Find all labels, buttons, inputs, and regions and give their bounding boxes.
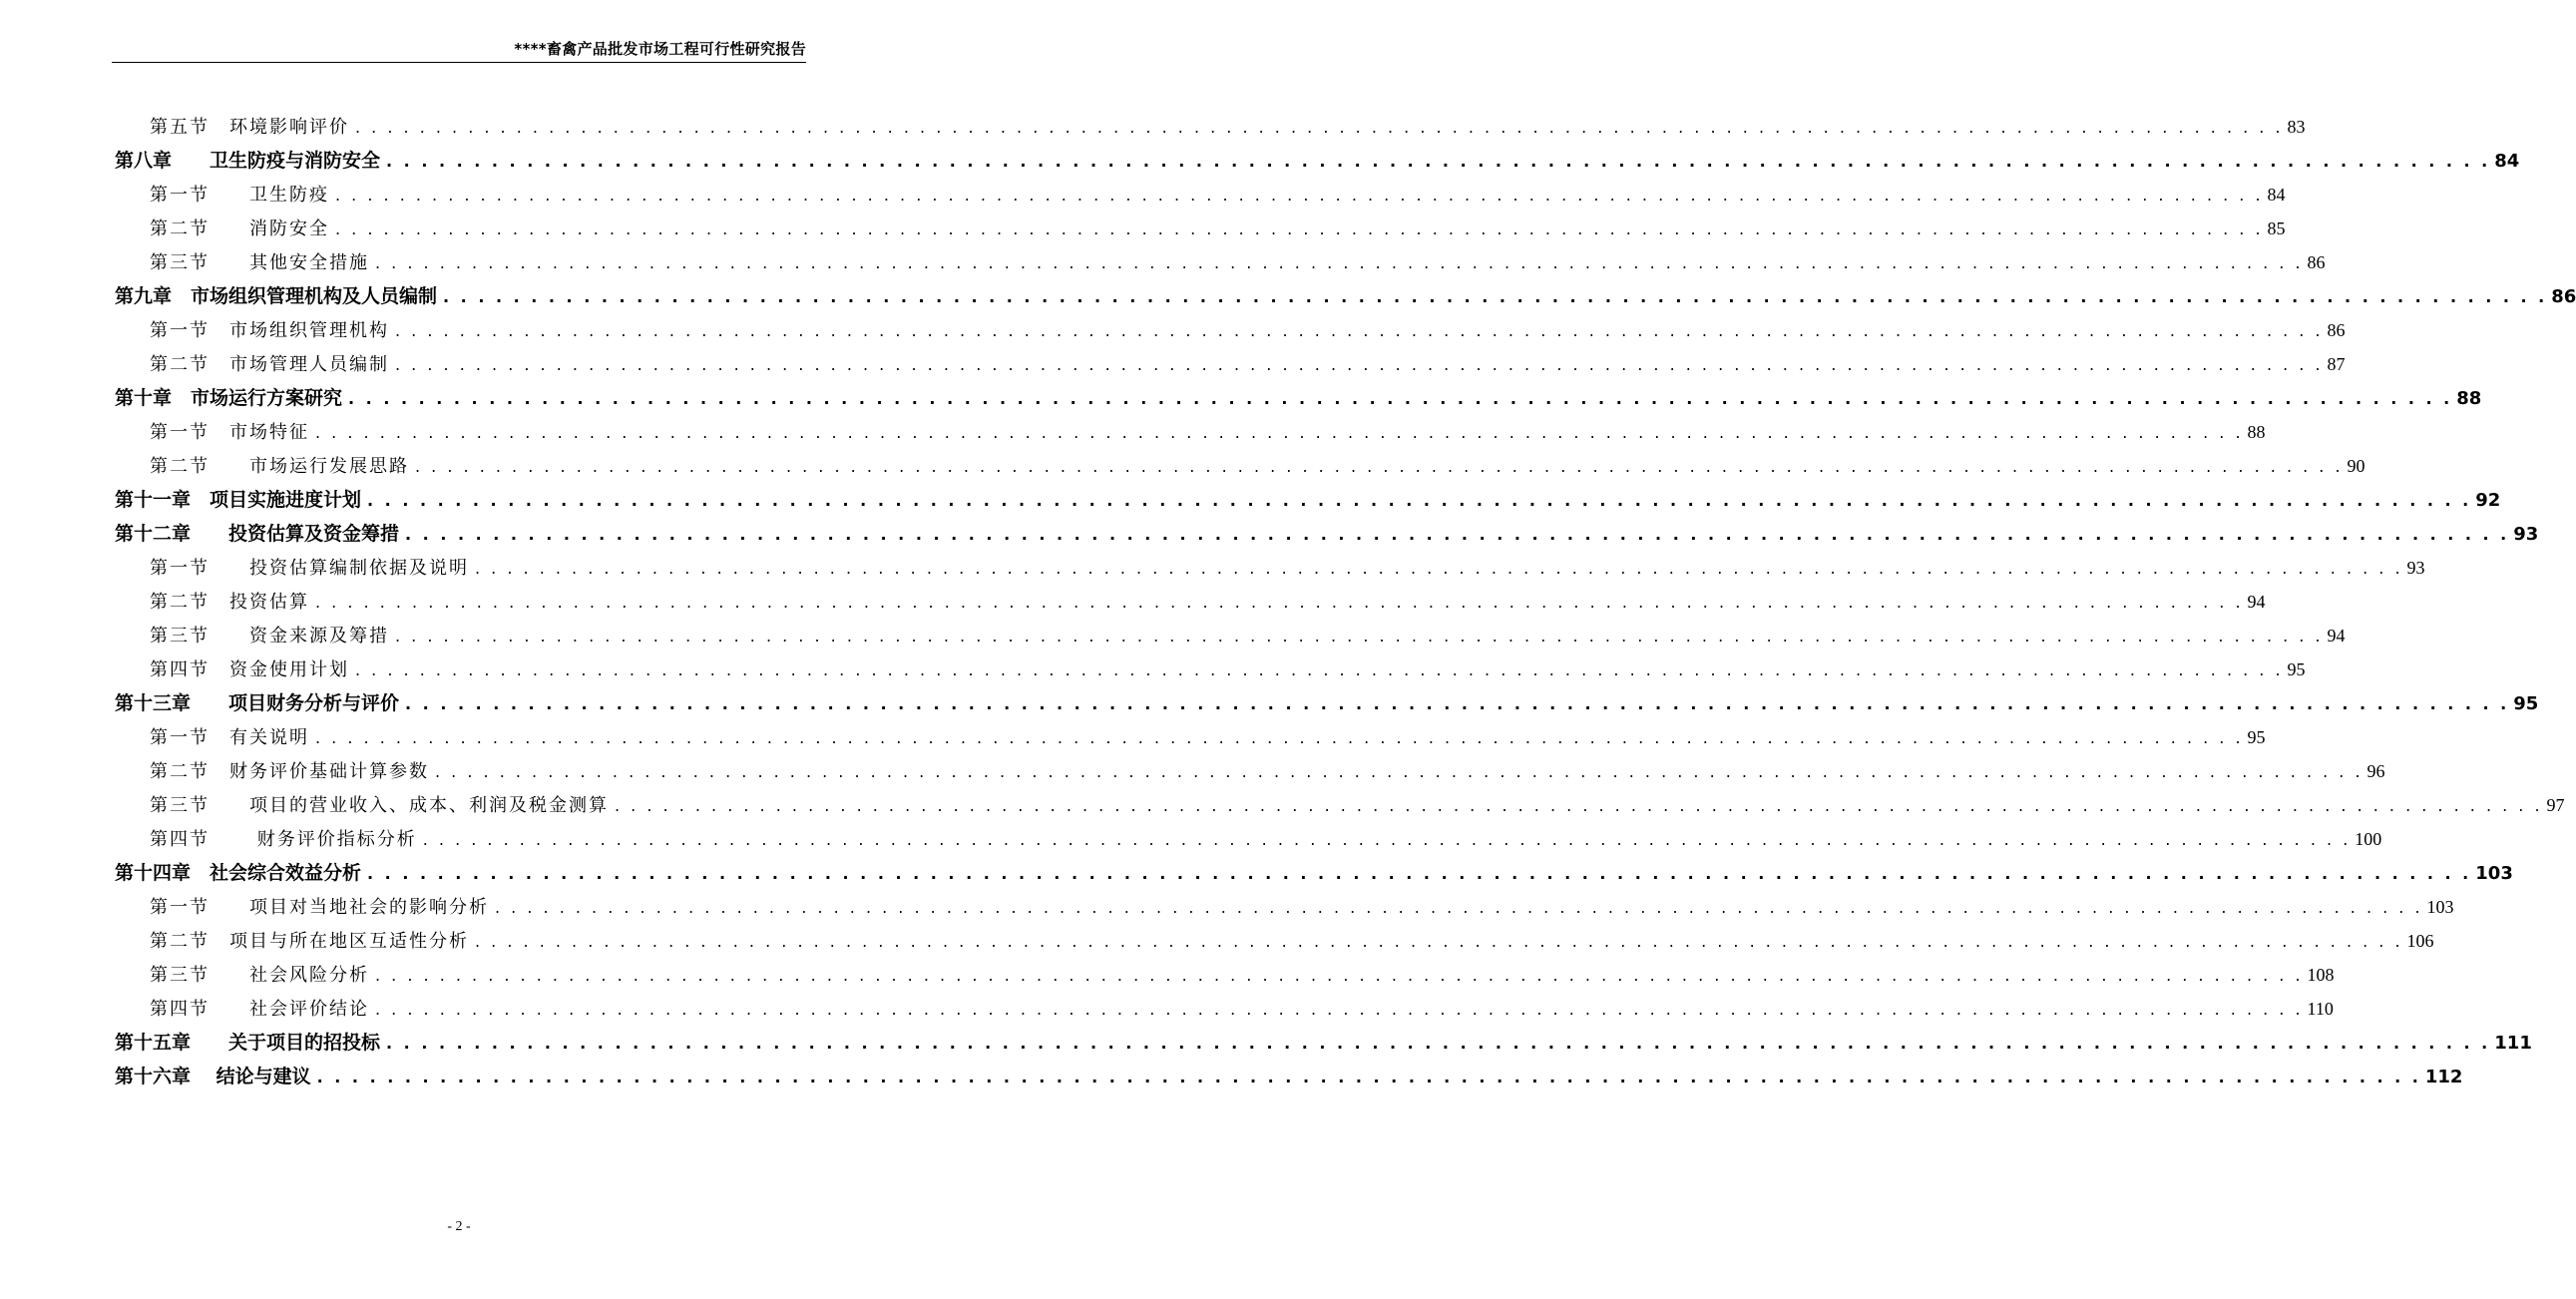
toc-dot-leader: . . . . . . . . . . . . . . . . . . . . . . . . . . . . . . . . . . . . . . . . . . . . . . . . . . . . . . . . . . . . . . . . . . . . . . . . . . . . . . . . . . . . . . . . . . . . . . . . . . . . . . . . . . . . . . . . . . . . . . . . bbox=[386, 1034, 2491, 1053]
toc-entry-title: 第九章 市场组织管理机构及人员编制 bbox=[115, 285, 438, 307]
toc-dot-leader: . . . . . . . . . . . . . . . . . . . . . . . . . . . . . . . . . . . . . . . . . . . . . . . . . . . . . . . . . . . . . . . . . . . . . . . . . . . . . . . . . . . . . . . . . . . . . . . . . . . . . . . . . . . . . . . . . . . . . . . . bbox=[475, 932, 2403, 951]
toc-entry-title: 第八章 卫生防疫与消防安全 bbox=[115, 150, 381, 172]
toc-section-entry[interactable] bbox=[150, 722, 2266, 752]
toc-entry-page: 103 bbox=[2426, 897, 2454, 917]
toc-chapter-entry[interactable] bbox=[115, 1062, 2463, 1091]
toc-entry-page: 93 bbox=[2406, 558, 2425, 578]
toc-entry-page: 95 bbox=[2247, 727, 2266, 747]
toc-entry-title: 第一节 项目对当地社会的影响分析 bbox=[150, 897, 489, 918]
toc-chapter-entry[interactable] bbox=[115, 281, 2576, 311]
toc-dot-leader: . . . . . . . . . . . . . . . . . . . . . . . . . . . . . . . . . . . . . . . . . . . . . . . . . . . . . . . . . . . . . . . . . . . . . . . . . . . . . . . . . . . . . . . . . . . . . . . . . . . . . . . . . . . . . . . . . . . . . . . . bbox=[415, 457, 2344, 476]
toc-entry-title: 第四节 社会评价结论 bbox=[150, 999, 369, 1020]
toc-entry-page: 103 bbox=[2475, 863, 2513, 884]
toc-entry-title: 第四节 资金使用计划 bbox=[150, 659, 349, 680]
toc-dot-leader: . . . . . . . . . . . . . . . . . . . . . . . . . . . . . . . . . . . . . . . . . . . . . . . . . . . . . . . . . . . . . . . . . . . . . . . . . . . . . . . . . . . . . . . . . . . . . . . . . . . . . . . . . . . . . . . . . . . . . . . . bbox=[375, 1000, 2304, 1019]
toc-dot-leader: . . . . . . . . . . . . . . . . . . . . . . . . . . . . . . . . . . . . . . . . . . . . . . . . . . . . . . . . . . . . . . . . . . . . . . . . . . . . . . . . . . . . . . . . . . . . . . . . . . . . . . . . . . . . . . . . . . . . . . . . bbox=[615, 796, 2543, 815]
toc-entry-title: 第十六章 结论与建议 bbox=[115, 1066, 311, 1087]
toc-section-entry[interactable] bbox=[150, 417, 2266, 447]
toc-section-entry[interactable] bbox=[150, 824, 2382, 854]
toc-entry-title: 第二节 财务评价基础计算参数 bbox=[150, 761, 429, 782]
toc-entry-title: 第十五章 关于项目的招投标 bbox=[115, 1032, 381, 1054]
toc-section-entry[interactable] bbox=[150, 214, 2286, 243]
toc-entry-title: 第十章 市场运行方案研究 bbox=[115, 387, 343, 409]
toc-section-entry[interactable] bbox=[150, 994, 2334, 1024]
toc-entry-page: 87 bbox=[2327, 354, 2346, 374]
toc-section-entry[interactable] bbox=[150, 451, 2365, 481]
toc-entry-page: 84 bbox=[2267, 185, 2286, 205]
toc-entry-page: 95 bbox=[2513, 693, 2539, 714]
toc-dot-leader: . . . . . . . . . . . . . . . . . . . . . . . . . . . . . . . . . . . . . . . . . . . . . . . . . . . . . . . . . . . . . . . . . . . . . . . . . . . . . . . . . . . . . . . . . . . . . . . . . . . . . . . . . . . . . . . . . . . . . . . . bbox=[395, 355, 2324, 374]
toc-section-entry[interactable] bbox=[150, 587, 2266, 617]
toc-entry-page: 88 bbox=[2456, 388, 2482, 409]
toc-entry-title: 第二节 市场运行发展思路 bbox=[150, 456, 409, 477]
toc-entry-title: 第十一章 项目实施进度计划 bbox=[115, 489, 362, 511]
toc-dot-leader: . . . . . . . . . . . . . . . . . . . . . . . . . . . . . . . . . . . . . . . . . . . . . . . . . . . . . . . . . . . . . . . . . . . . . . . . . . . . . . . . . . . . . . . . . . . . . . . . . . . . . . . . . . . . . . . . . . . . . . . . bbox=[355, 118, 2284, 137]
toc-dot-leader: . . . . . . . . . . . . . . . . . . . . . . . . . . . . . . . . . . . . . . . . . . . . . . . . . . . . . . . . . . . . . . . . . . . . . . . . . . . . . . . . . . . . . . . . . . . . . . . . . . . . . . . . . . . . . . . . . . . . . . . . bbox=[375, 966, 2304, 985]
toc-chapter-entry[interactable] bbox=[115, 1028, 2532, 1058]
toc-dot-leader: . . . . . . . . . . . . . . . . . . . . . . . . . . . . . . . . . . . . . . . . . . . . . . . . . . . . . . . . . . . . . . . . . . . . . . . . . . . . . . . . . . . . . . . . . . . . . . . . . . . . . . . . . . . . . . . . . . . . . . . . bbox=[315, 423, 2244, 442]
toc-chapter-entry[interactable] bbox=[115, 858, 2513, 888]
toc-entry-title: 第三节 项目的营业收入、成本、利润及税金测算 bbox=[150, 795, 609, 816]
toc-entry-title: 第三节 资金来源及筹措 bbox=[150, 626, 389, 647]
toc-entry-page: 96 bbox=[2366, 761, 2385, 781]
toc-entry-title: 第一节 有关说明 bbox=[150, 727, 309, 748]
toc-entry-title: 第三节 社会风险分析 bbox=[150, 965, 369, 986]
toc-dot-leader: . . . . . . . . . . . . . . . . . . . . . . . . . . . . . . . . . . . . . . . . . . . . . . . . . . . . . . . . . . . . . . . . . . . . . . . . . . . . . . . . . . . . . . . . . . . . . . . . . . . . . . . . . . . . . . . . . . . . . . . . bbox=[435, 762, 2363, 781]
toc-section-entry[interactable] bbox=[150, 756, 2385, 786]
toc-entry-page: 111 bbox=[2494, 1033, 2532, 1054]
toc-section-entry[interactable] bbox=[150, 926, 2434, 956]
toc-entry-page: 97 bbox=[2546, 795, 2565, 815]
toc-dot-leader: . . . . . . . . . . . . . . . . . . . . . . . . . . . . . . . . . . . . . . . . . . . . . . . . . . . . . . . . . . . . . . . . . . . . . . . . . . . . . . . . . . . . . . . . . . . . . . . . . . . . . . . . . . . . . . . . . . . . . . . . bbox=[443, 287, 2548, 306]
toc-entry-page: 84 bbox=[2494, 151, 2520, 172]
toc-dot-leader: . . . . . . . . . . . . . . . . . . . . . . . . . . . . . . . . . . . . . . . . . . . . . . . . . . . . . . . . . . . . . . . . . . . . . . . . . . . . . . . . . . . . . . . . . . . . . . . . . . . . . . . . . . . . . . . . . . . . . . . . bbox=[355, 660, 2284, 679]
toc-chapter-entry[interactable] bbox=[115, 688, 2539, 718]
toc-section-entry[interactable] bbox=[150, 960, 2335, 990]
toc-entry-title: 第四节 财务评价指标分析 bbox=[150, 829, 417, 850]
toc-entry-title: 第一节 卫生防疫 bbox=[150, 185, 329, 206]
toc-entry-title: 第十四章 社会综合效益分析 bbox=[115, 862, 362, 884]
toc-entry-title: 第十二章 投资估算及资金筹措 bbox=[115, 523, 400, 545]
toc-section-entry[interactable] bbox=[150, 790, 2565, 820]
toc-entry-title: 第一节 市场特征 bbox=[150, 422, 309, 443]
toc-entry-page: 108 bbox=[2307, 965, 2335, 985]
toc-entry-title: 第二节 市场管理人员编制 bbox=[150, 354, 389, 375]
toc-entry-title: 第二节 项目与所在地区互适性分析 bbox=[150, 931, 469, 952]
toc-entry-page: 94 bbox=[2247, 592, 2266, 612]
toc-entry-page: 90 bbox=[2347, 456, 2365, 476]
toc-section-entry[interactable] bbox=[150, 553, 2425, 583]
toc-dot-leader: . . . . . . . . . . . . . . . . . . . . . . . . . . . . . . . . . . . . . . . . . . . . . . . . . . . . . . . . . . . . . . . . . . . . . . . . . . . . . . . . . . . . . . . . . . . . . . . . . . . . . . . . . . . . . . . . . . . . . . . . bbox=[367, 491, 2472, 510]
toc-entry-page: 93 bbox=[2513, 524, 2539, 545]
toc-chapter-entry[interactable] bbox=[115, 146, 2520, 176]
header-rule bbox=[112, 62, 806, 63]
toc-section-entry[interactable] bbox=[150, 315, 2346, 345]
toc-entry-page: 110 bbox=[2307, 999, 2334, 1019]
toc-entry-title: 第二节 消防安全 bbox=[150, 218, 329, 239]
toc-section-entry[interactable] bbox=[150, 621, 2346, 650]
toc-section-entry[interactable] bbox=[150, 892, 2454, 922]
toc-entry-title: 第一节 市场组织管理机构 bbox=[150, 320, 389, 341]
toc-entry-page: 100 bbox=[2355, 829, 2382, 849]
toc-dot-leader: . . . . . . . . . . . . . . . . . . . . . . . . . . . . . . . . . . . . . . . . . . . . . . . . . . . . . . . . . . . . . . . . . . . . . . . . . . . . . . . . . . . . . . . . . . . . . . . . . . . . . . . . . . . . . . . . . . . . . . . . bbox=[395, 321, 2324, 340]
toc-dot-leader: . . . . . . . . . . . . . . . . . . . . . . . . . . . . . . . . . . . . . . . . . . . . . . . . . . . . . . . . . . . . . . . . . . . . . . . . . . . . . . . . . . . . . . . . . . . . . . . . . . . . . . . . . . . . . . . . . . . . . . . . bbox=[475, 559, 2403, 578]
toc-entry-page: 86 bbox=[2307, 252, 2326, 272]
toc-dot-leader: . . . . . . . . . . . . . . . . . . . . . . . . . . . . . . . . . . . . . . . . . . . . . . . . . . . . . . . . . . . . . . . . . . . . . . . . . . . . . . . . . . . . . . . . . . . . . . . . . . . . . . . . . . . . . . . . . . . . . . . . bbox=[495, 898, 2423, 917]
toc-entry-title: 第五节 环境影响评价 bbox=[150, 117, 349, 138]
toc-dot-leader: . . . . . . . . . . . . . . . . . . . . . . . . . . . . . . . . . . . . . . . . . . . . . . . . . . . . . . . . . . . . . . . . . . . . . . . . . . . . . . . . . . . . . . . . . . . . . . . . . . . . . . . . . . . . . . . . . . . . . . . . bbox=[316, 1068, 2421, 1086]
toc-dot-leader: . . . . . . . . . . . . . . . . . . . . . . . . . . . . . . . . . . . . . . . . . . . . . . . . . . . . . . . . . . . . . . . . . . . . . . . . . . . . . . . . . . . . . . . . . . . . . . . . . . . . . . . . . . . . . . . . . . . . . . . . bbox=[315, 728, 2244, 747]
toc-entry-page: 83 bbox=[2287, 117, 2306, 137]
toc-entry-page: 86 bbox=[2551, 286, 2576, 307]
toc-chapter-entry[interactable] bbox=[115, 485, 2501, 515]
toc-entry-title: 第二节 投资估算 bbox=[150, 592, 309, 613]
toc-entry-title: 第十三章 项目财务分析与评价 bbox=[115, 692, 400, 714]
toc-section-entry[interactable] bbox=[150, 112, 2306, 142]
toc-section-entry[interactable] bbox=[150, 180, 2286, 210]
toc-dot-leader: . . . . . . . . . . . . . . . . . . . . . . . . . . . . . . . . . . . . . . . . . . . . . . . . . . . . . . . . . . . . . . . . . . . . . . . . . . . . . . . . . . . . . . . . . . . . . . . . . . . . . . . . . . . . . . . . . . . . . . . . bbox=[422, 830, 2352, 849]
toc-entry-page: 88 bbox=[2247, 422, 2266, 442]
toc-entry-page: 86 bbox=[2327, 320, 2346, 340]
toc-dot-leader: . . . . . . . . . . . . . . . . . . . . . . . . . . . . . . . . . . . . . . . . . . . . . . . . . . . . . . . . . . . . . . . . . . . . . . . . . . . . . . . . . . . . . . . . . . . . . . . . . . . . . . . . . . . . . . . . . . . . . . . . bbox=[335, 219, 2264, 238]
toc-chapter-entry[interactable] bbox=[115, 383, 2482, 413]
toc-dot-leader: . . . . . . . . . . . . . . . . . . . . . . . . . . . . . . . . . . . . . . . . . . . . . . . . . . . . . . . . . . . . . . . . . . . . . . . . . . . . . . . . . . . . . . . . . . . . . . . . . . . . . . . . . . . . . . . . . . . . . . . . bbox=[405, 694, 2510, 713]
page-number: - 2 - bbox=[447, 1219, 471, 1234]
toc-entry-page: 106 bbox=[2406, 931, 2434, 951]
toc-dot-leader: . . . . . . . . . . . . . . . . . . . . . . . . . . . . . . . . . . . . . . . . . . . . . . . . . . . . . . . . . . . . . . . . . . . . . . . . . . . . . . . . . . . . . . . . . . . . . . . . . . . . . . . . . . . . . . . . . . . . . . . . bbox=[386, 152, 2491, 171]
toc-entry-page: 94 bbox=[2327, 626, 2346, 646]
toc-chapter-entry[interactable] bbox=[115, 519, 2539, 549]
toc-dot-leader: . . . . . . . . . . . . . . . . . . . . . . . . . . . . . . . . . . . . . . . . . . . . . . . . . . . . . . . . . . . . . . . . . . . . . . . . . . . . . . . . . . . . . . . . . . . . . . . . . . . . . . . . . . . . . . . . . . . . . . . . bbox=[348, 389, 2453, 408]
toc-section-entry[interactable] bbox=[150, 247, 2326, 277]
toc-dot-leader: . . . . . . . . . . . . . . . . . . . . . . . . . . . . . . . . . . . . . . . . . . . . . . . . . . . . . . . . . . . . . . . . . . . . . . . . . . . . . . . . . . . . . . . . . . . . . . . . . . . . . . . . . . . . . . . . . . . . . . . . bbox=[315, 593, 2244, 612]
toc-entry-page: 85 bbox=[2267, 218, 2286, 238]
toc-dot-leader: . . . . . . . . . . . . . . . . . . . . . . . . . . . . . . . . . . . . . . . . . . . . . . . . . . . . . . . . . . . . . . . . . . . . . . . . . . . . . . . . . . . . . . . . . . . . . . . . . . . . . . . . . . . . . . . . . . . . . . . . bbox=[335, 186, 2264, 205]
report-header-title: ****畜禽产品批发市场工程可行性研究报告 bbox=[514, 40, 806, 58]
toc-section-entry[interactable] bbox=[150, 654, 2306, 684]
toc-entry-page: 92 bbox=[2475, 490, 2501, 511]
toc-dot-leader: . . . . . . . . . . . . . . . . . . . . . . . . . . . . . . . . . . . . . . . . . . . . . . . . . . . . . . . . . . . . . . . . . . . . . . . . . . . . . . . . . . . . . . . . . . . . . . . . . . . . . . . . . . . . . . . . . . . . . . . . bbox=[367, 864, 2472, 883]
toc-dot-leader: . . . . . . . . . . . . . . . . . . . . . . . . . . . . . . . . . . . . . . . . . . . . . . . . . . . . . . . . . . . . . . . . . . . . . . . . . . . . . . . . . . . . . . . . . . . . . . . . . . . . . . . . . . . . . . . . . . . . . . . . bbox=[375, 253, 2304, 272]
toc-entry-page: 95 bbox=[2287, 659, 2306, 679]
toc-entry-title: 第一节 投资估算编制依据及说明 bbox=[150, 558, 469, 579]
toc-entry-page: 112 bbox=[2424, 1067, 2463, 1087]
toc-entry-title: 第三节 其他安全措施 bbox=[150, 252, 369, 273]
toc-dot-leader: . . . . . . . . . . . . . . . . . . . . . . . . . . . . . . . . . . . . . . . . . . . . . . . . . . . . . . . . . . . . . . . . . . . . . . . . . . . . . . . . . . . . . . . . . . . . . . . . . . . . . . . . . . . . . . . . . . . . . . . . bbox=[395, 627, 2324, 646]
toc-dot-leader: . . . . . . . . . . . . . . . . . . . . . . . . . . . . . . . . . . . . . . . . . . . . . . . . . . . . . . . . . . . . . . . . . . . . . . . . . . . . . . . . . . . . . . . . . . . . . . . . . . . . . . . . . . . . . . . . . . . . . . . . bbox=[405, 525, 2510, 544]
toc-section-entry[interactable] bbox=[150, 349, 2346, 379]
